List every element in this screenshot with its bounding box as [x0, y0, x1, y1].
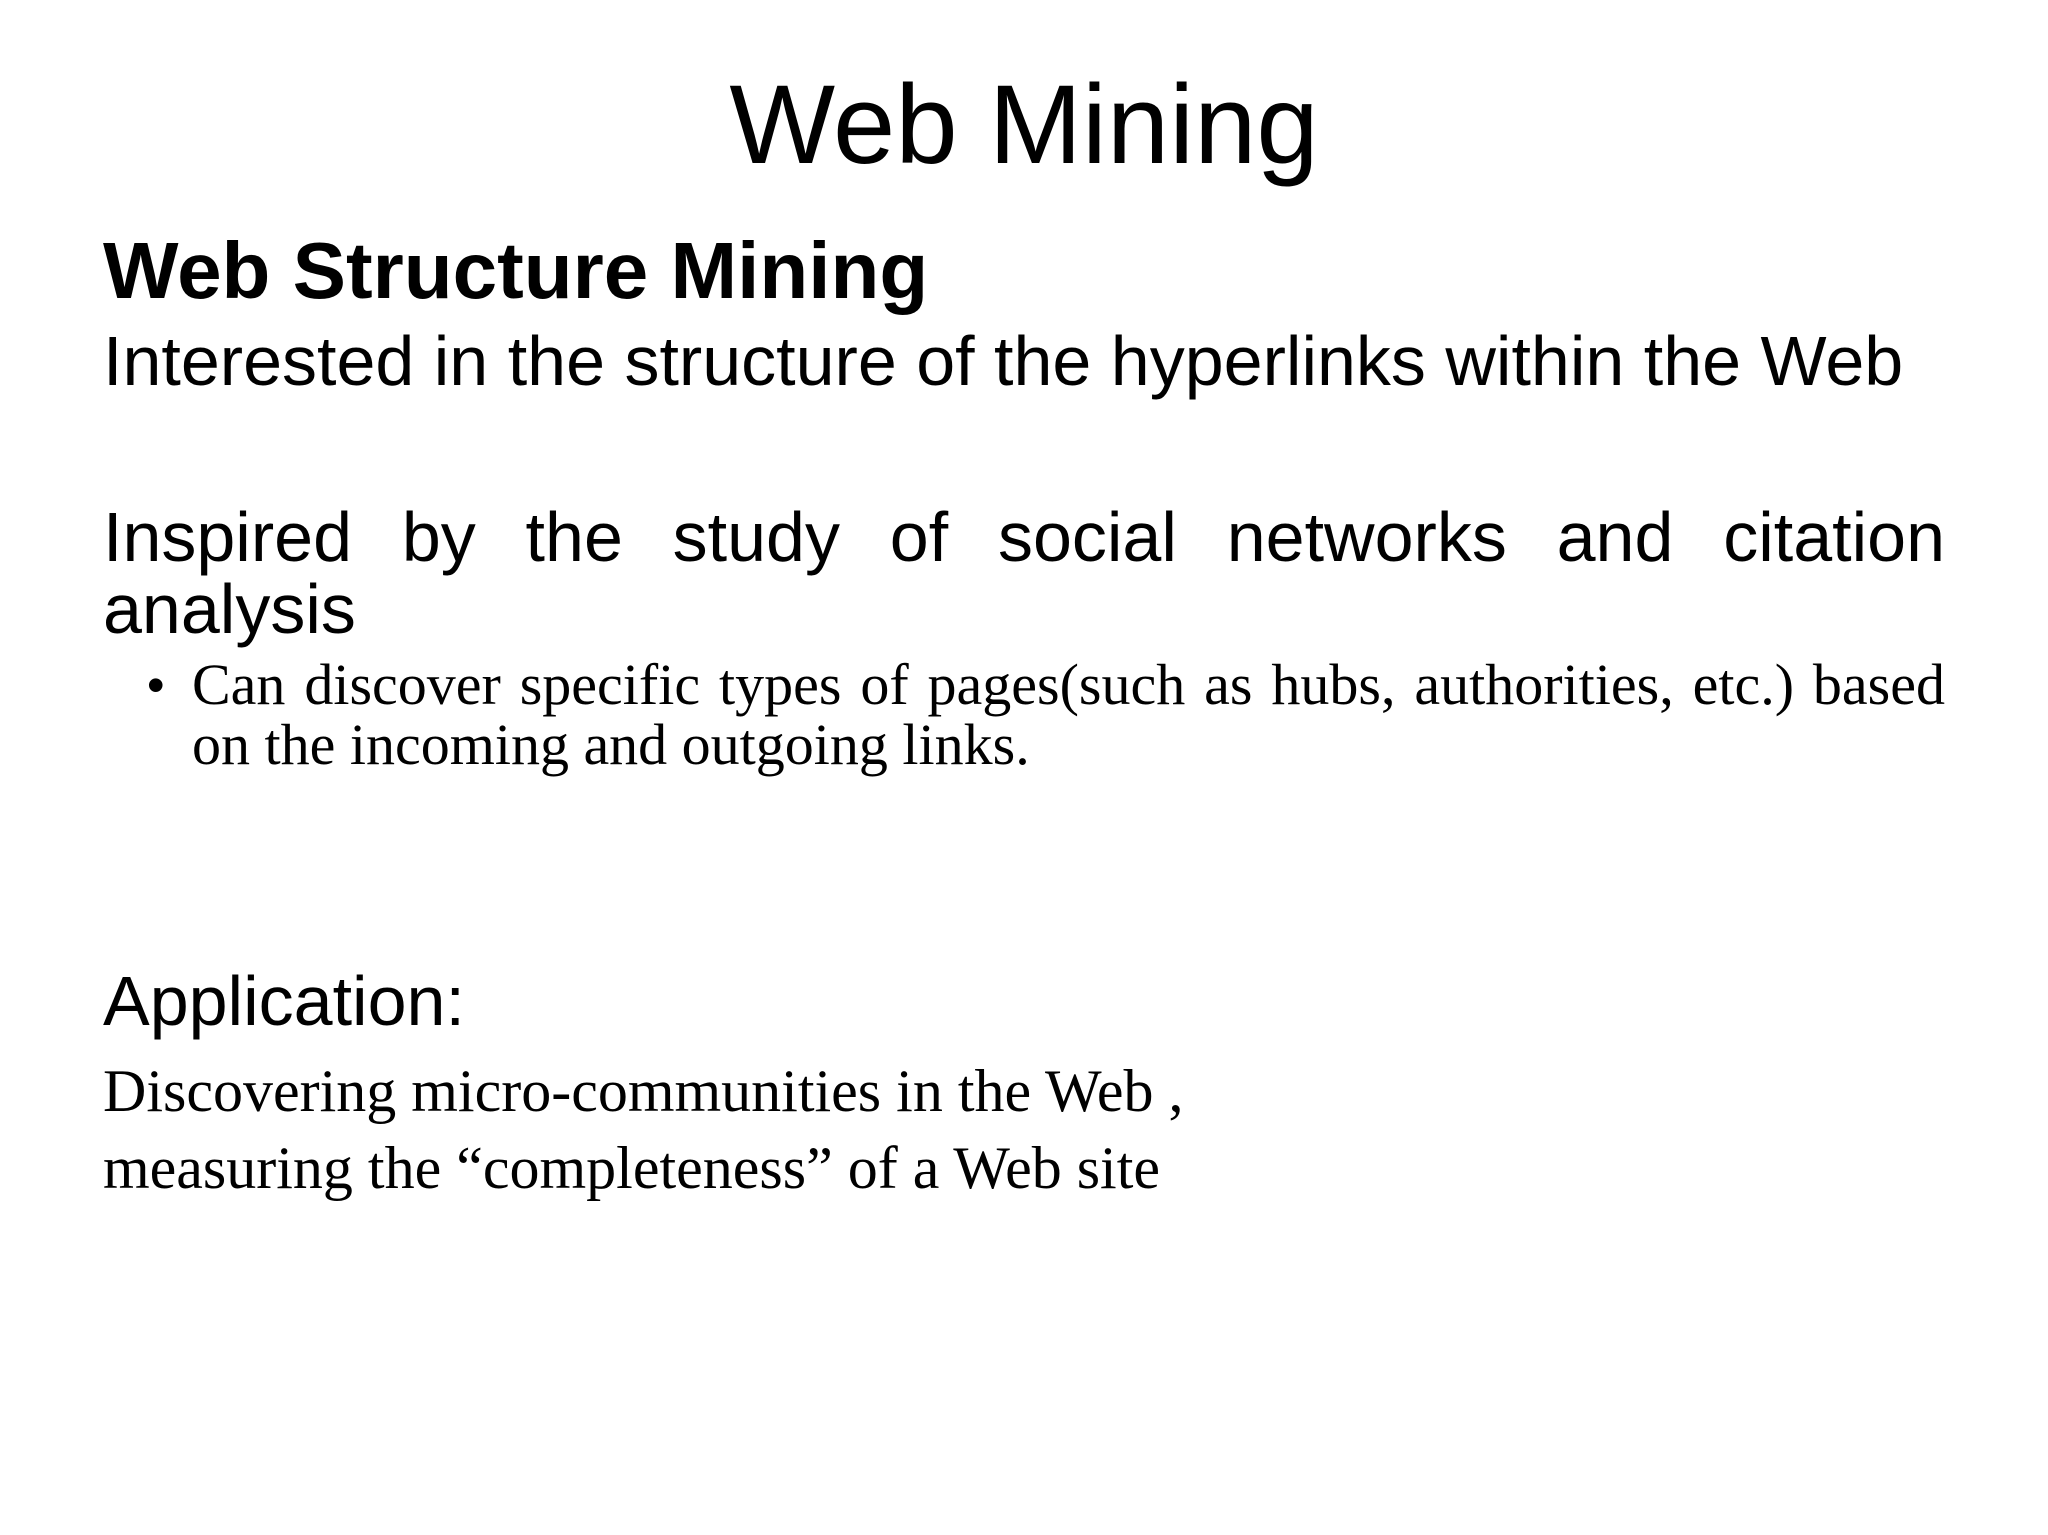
bullet-list — [103, 652, 1945, 777]
paragraph-hyperlink-structure: Interested in the structure of the hyperlinks within the Web — [103, 322, 1904, 400]
slide-content — [103, 225, 1945, 1207]
list-item — [103, 652, 1945, 777]
bullet-text: Can discover specific types of pages(such as hubs, authorities, etc.) based on the incoming and outgoing links. — [192, 652, 1945, 777]
application-line-2: measuring the “completeness” of a Web site — [103, 1135, 1161, 1201]
application-label: Application: — [103, 962, 465, 1040]
paragraph-social-networks: Inspired by the study of social networks and citation analysis — [103, 498, 1945, 648]
bullet-marker: • — [147, 657, 165, 713]
slide-title: Web Mining — [729, 62, 1319, 187]
application-line-1: Discovering micro-communities in the Web , — [103, 1058, 1184, 1124]
section-heading: Web Structure Mining — [103, 226, 929, 315]
